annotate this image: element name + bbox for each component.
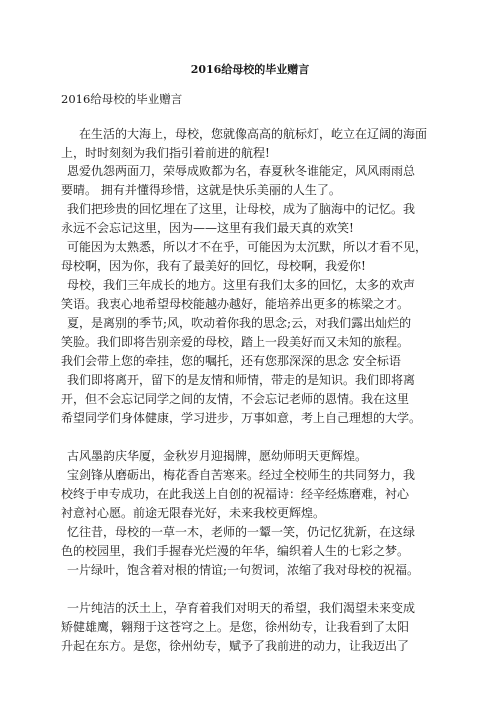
paragraph-line: 宝剑锋从磨砺出，梅花香自苦寒来。经过全校师生的共同努力，我 [67, 468, 416, 482]
paragraph-line: 笑脸。我们即将告别亲爱的母校，踏上一段美好而又未知的旅程。 [61, 335, 410, 349]
paragraph-line: 母校啊，因为你，我有了最美好的回忆，母校啊，我爱你! [61, 259, 366, 273]
paragraph-line: 希望同学们身体健康，学习进步，万事如意，考上自己理想的大学。 [61, 411, 422, 425]
paragraph-line: 夏，是离别的季节;风，吹动着你我的思念;云，对我们露出灿烂的 [67, 316, 412, 330]
paragraph-line: 我们会带上您的牵挂，您的嘱托，还有您那深深的思念 安全标语 [61, 354, 401, 368]
paragraph-line: 色的校园里，我们手握春光烂漫的年华，编织着人生的七彩之梦。 [61, 544, 410, 558]
paragraph-line: 笑语。我衷心地希望母校能越办越好，能培养出更多的栋梁之才。 [61, 297, 410, 311]
paragraph-line: 上，时时刻刻为我们指引着前进的航程! [61, 146, 270, 160]
paragraph-line: 母校，我们三年成长的地方。这里有我们太多的回忆，太多的欢声 [67, 278, 416, 292]
paragraph-line: 我们把珍贵的回忆埋在了这里，让母校，成为了脑海中的记忆。我 [67, 202, 416, 216]
paragraph-line: 忆往昔，母校的一草一木，老师的一颦一笑，仍记忆犹新，在这绿 [67, 525, 416, 539]
paragraph-line: 永远不会忘记这里，因为——这里有我们最天真的欢笑! [61, 221, 354, 235]
paragraph-line: 要晴。 拥有并懂得珍惜，这就是快乐美丽的人生了。 [61, 183, 341, 197]
paragraph-line: 衬意衬心愿。前途无限春光好，未来我校更辉煌。 [61, 506, 326, 520]
paragraph-line: 我们即将离开，留下的是友情和师情，带走的是知识。我们即将离 [67, 373, 416, 387]
document-subtitle: 2016给母校的毕业赠言 [61, 92, 183, 106]
paragraph-line: 一片纯洁的沃土上，孕育着我们对明天的希望，我们渴望未来变成 [67, 601, 416, 615]
paragraph-line: 在生活的大海上，母校，您就像高高的航标灯，屹立在辽阔的海面 [79, 127, 428, 141]
paragraph-line: 矫健雄鹰，翱翔于这苍穹之上。是您，徐州幼专，让我看到了太阳 [61, 620, 410, 634]
paragraph-line: 校终于申专成功，在此我送上自创的祝福诗：经辛经炼磨难，衬心 [61, 487, 410, 501]
paragraph-line: 开，但不会忘记同学之间的友情，不会忘记老师的恩情。我在这里 [61, 392, 410, 406]
paragraph-line: 恩爱仇怨两面刀，荣辱成败都为名，春夏秋冬谁能定，风风雨雨总 [67, 164, 416, 178]
paragraph-line: 升起在东方。是您，徐州幼专，赋予了我前进的动力，让我迈出了 [61, 639, 410, 653]
document-title: 2016给母校的毕业赠言 [190, 63, 310, 76]
paragraph-line: 可能因为太熟悉，所以才不在乎，可能因为太沉默，所以才看不见， [67, 240, 428, 254]
paragraph-line: 古风墨韵庆华厦，金秋岁月迎揭牌，愿幼师明天更辉煌。 [67, 449, 368, 463]
paragraph-line: 一片绿叶，饱含着对根的情谊;一句贺词，浓缩了我对母校的祝福。 [67, 563, 420, 577]
